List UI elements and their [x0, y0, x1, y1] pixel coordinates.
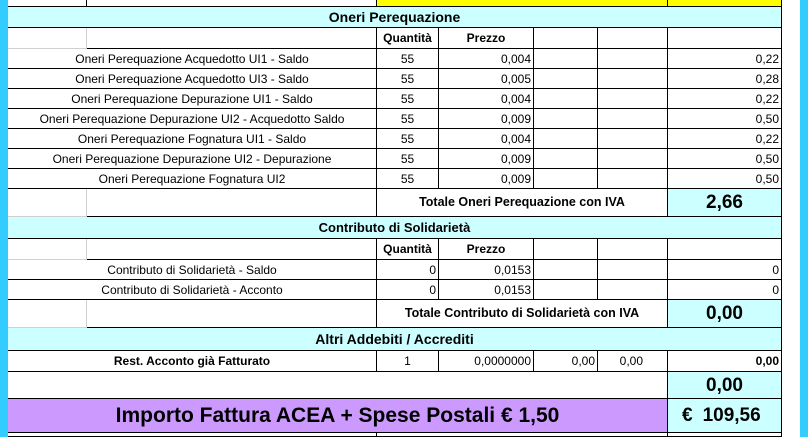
- altri-section-header: [8, 328, 800, 351]
- altri-row: [8, 351, 800, 372]
- contributo-title[interactable]: Contributo di Solidarietà: [8, 217, 782, 239]
- oneri-total-row: [8, 189, 800, 217]
- cell[interactable]: [598, 129, 668, 149]
- contributo-row-price[interactable]: 0,0153: [439, 260, 534, 280]
- oneri-row-label[interactable]: Oneri Perequazione Depurazione UI2 - Acquedotto Saldo: [8, 109, 377, 129]
- oneri-row-qty[interactable]: 55: [377, 109, 439, 129]
- cell[interactable]: [598, 239, 668, 260]
- oneri-row-qty[interactable]: 55: [377, 49, 439, 69]
- oneri-row-label[interactable]: Oneri Perequazione Depurazione UI1 - Saldo: [8, 89, 377, 109]
- frame-left: [0, 0, 8, 437]
- cell[interactable]: [377, 433, 668, 437]
- contributo-row-label[interactable]: Contributo di Solidarietà - Acconto: [8, 280, 377, 300]
- cell[interactable]: [598, 109, 668, 129]
- cell[interactable]: [534, 89, 598, 109]
- oneri-row-price[interactable]: 0,009: [439, 149, 534, 169]
- contributo-total-value[interactable]: 0,00: [668, 300, 782, 328]
- cell[interactable]: [87, 300, 377, 328]
- oneri-row-qty[interactable]: 55: [377, 169, 439, 189]
- contributo-row-total[interactable]: 0: [668, 280, 782, 300]
- oneri-row: [8, 89, 800, 109]
- oneri-row: [8, 169, 800, 189]
- cell[interactable]: [598, 280, 668, 300]
- top-partial-row: [8, 0, 800, 7]
- oneri-row-qty[interactable]: 55: [377, 149, 439, 169]
- oneri-row-price[interactable]: 0,005: [439, 69, 534, 89]
- oneri-row-qty[interactable]: 55: [377, 69, 439, 89]
- altri-total-row: [8, 372, 800, 399]
- cell[interactable]: [8, 300, 87, 328]
- cell[interactable]: [8, 28, 87, 49]
- cell[interactable]: [8, 239, 87, 260]
- oneri-col-prezzo[interactable]: Prezzo: [439, 28, 534, 49]
- oneri-row-label[interactable]: Oneri Perequazione Acquedotto UI3 - Saldo: [8, 69, 377, 89]
- cell[interactable]: [668, 0, 782, 7]
- oneri-row-label[interactable]: Oneri Perequazione Depurazione UI2 - Depurazione: [8, 149, 377, 169]
- oneri-col-quantita[interactable]: Quantità: [377, 28, 439, 49]
- contributo-col-quantita[interactable]: Quantità: [377, 239, 439, 260]
- importo-value-cell[interactable]: [668, 399, 782, 433]
- cell[interactable]: [87, 189, 377, 217]
- altri-row-label[interactable]: Rest. Acconto già Fatturato: [8, 351, 377, 372]
- oneri-row-qty[interactable]: 55: [377, 129, 439, 149]
- altri-row-value-2[interactable]: 0,00: [598, 351, 668, 372]
- oneri-row-label[interactable]: Oneri Perequazione Fognatura UI1 - Saldo: [8, 129, 377, 149]
- altri-row-value-1[interactable]: 0,00: [534, 351, 598, 372]
- cell[interactable]: [534, 28, 598, 49]
- oneri-column-header: [8, 28, 800, 49]
- cell[interactable]: [8, 189, 87, 217]
- oneri-row: [8, 109, 800, 129]
- cell[interactable]: [534, 260, 598, 280]
- contributo-total-row: [8, 300, 800, 328]
- cell[interactable]: [598, 149, 668, 169]
- cell[interactable]: [598, 69, 668, 89]
- cell[interactable]: [598, 260, 668, 280]
- oneri-row-total[interactable]: 0,50: [668, 169, 782, 189]
- oneri-row-price[interactable]: 0,004: [439, 129, 534, 149]
- oneri-row-total[interactable]: 0,50: [668, 149, 782, 169]
- contributo-row: [8, 280, 800, 300]
- oneri-row-total[interactable]: 0,22: [668, 129, 782, 149]
- oneri-row-label[interactable]: Oneri Perequazione Fognatura UI2: [8, 169, 377, 189]
- oneri-row-price[interactable]: 0,009: [439, 169, 534, 189]
- contributo-column-header: [8, 239, 800, 260]
- cell[interactable]: [598, 169, 668, 189]
- cell[interactable]: [598, 49, 668, 69]
- contributo-row-qty[interactable]: 0: [377, 260, 439, 280]
- oneri-row-price[interactable]: 0,009: [439, 109, 534, 129]
- altri-title[interactable]: Altri Addebiti / Accrediti: [8, 328, 782, 351]
- importo-label[interactable]: Importo Fattura ACEA + Spese Postali € 1,50: [8, 399, 668, 433]
- euro-symbol: €: [682, 405, 693, 426]
- importo-value: 109,56: [702, 405, 761, 426]
- altri-row-qty[interactable]: 1: [377, 351, 439, 372]
- contributo-row-label[interactable]: Contributo di Solidarietà - Saldo: [8, 260, 377, 280]
- cell[interactable]: [534, 169, 598, 189]
- contributo-col-prezzo[interactable]: Prezzo: [439, 239, 534, 260]
- cell[interactable]: [534, 49, 598, 69]
- cell[interactable]: [534, 109, 598, 129]
- cell[interactable]: [668, 239, 782, 260]
- oneri-row: [8, 149, 800, 169]
- oneri-section-header: [8, 7, 800, 28]
- altri-total-value[interactable]: 0,00: [668, 372, 782, 399]
- oneri-row-qty[interactable]: 55: [377, 89, 439, 109]
- oneri-row-price[interactable]: 0,004: [439, 89, 534, 109]
- spreadsheet: [8, 0, 800, 437]
- oneri-row-label[interactable]: Oneri Perequazione Acquedotto UI1 - Saldo: [8, 49, 377, 69]
- oneri-row-price[interactable]: 0,004: [439, 49, 534, 69]
- contributo-row-qty[interactable]: 0: [377, 280, 439, 300]
- cell[interactable]: [534, 239, 598, 260]
- oneri-row: [8, 49, 800, 69]
- cell[interactable]: [534, 280, 598, 300]
- cell[interactable]: [8, 0, 87, 7]
- oneri-row: [8, 129, 800, 149]
- importo-row: [8, 399, 800, 433]
- oneri-row: [8, 69, 800, 89]
- cell[interactable]: [668, 433, 782, 437]
- oneri-total-label[interactable]: Totale Oneri Perequazione con IVA: [377, 189, 668, 217]
- oneri-total-value[interactable]: 2,66: [668, 189, 782, 217]
- cell[interactable]: [87, 239, 377, 260]
- cell[interactable]: [377, 0, 668, 7]
- contributo-section-header: [8, 217, 800, 239]
- contributo-row-price[interactable]: 0,0153: [439, 280, 534, 300]
- oneri-row-total[interactable]: 0,22: [668, 49, 782, 69]
- bottom-partial-row: [8, 433, 800, 437]
- oneri-row-total[interactable]: 0,50: [668, 109, 782, 129]
- contributo-row: [8, 260, 800, 280]
- cell[interactable]: [598, 89, 668, 109]
- contributo-row-total[interactable]: 0: [668, 260, 782, 280]
- cell[interactable]: [668, 28, 782, 49]
- cell[interactable]: [87, 28, 377, 49]
- oneri-row-total[interactable]: 0,28: [668, 69, 782, 89]
- altri-row-total[interactable]: 0,00: [668, 351, 782, 372]
- cell[interactable]: [8, 433, 377, 437]
- frame-right: [800, 0, 808, 437]
- contributo-total-label[interactable]: Totale Contributo di Solidarietà con IVA: [377, 300, 668, 328]
- cell[interactable]: [598, 28, 668, 49]
- cell[interactable]: [534, 69, 598, 89]
- cell[interactable]: [534, 129, 598, 149]
- cell[interactable]: [8, 372, 668, 399]
- oneri-title[interactable]: Oneri Perequazione: [8, 7, 782, 28]
- cell[interactable]: [87, 0, 377, 7]
- oneri-row-total[interactable]: 0,22: [668, 89, 782, 109]
- cell[interactable]: [534, 149, 598, 169]
- altri-row-price[interactable]: 0,0000000: [439, 351, 534, 372]
